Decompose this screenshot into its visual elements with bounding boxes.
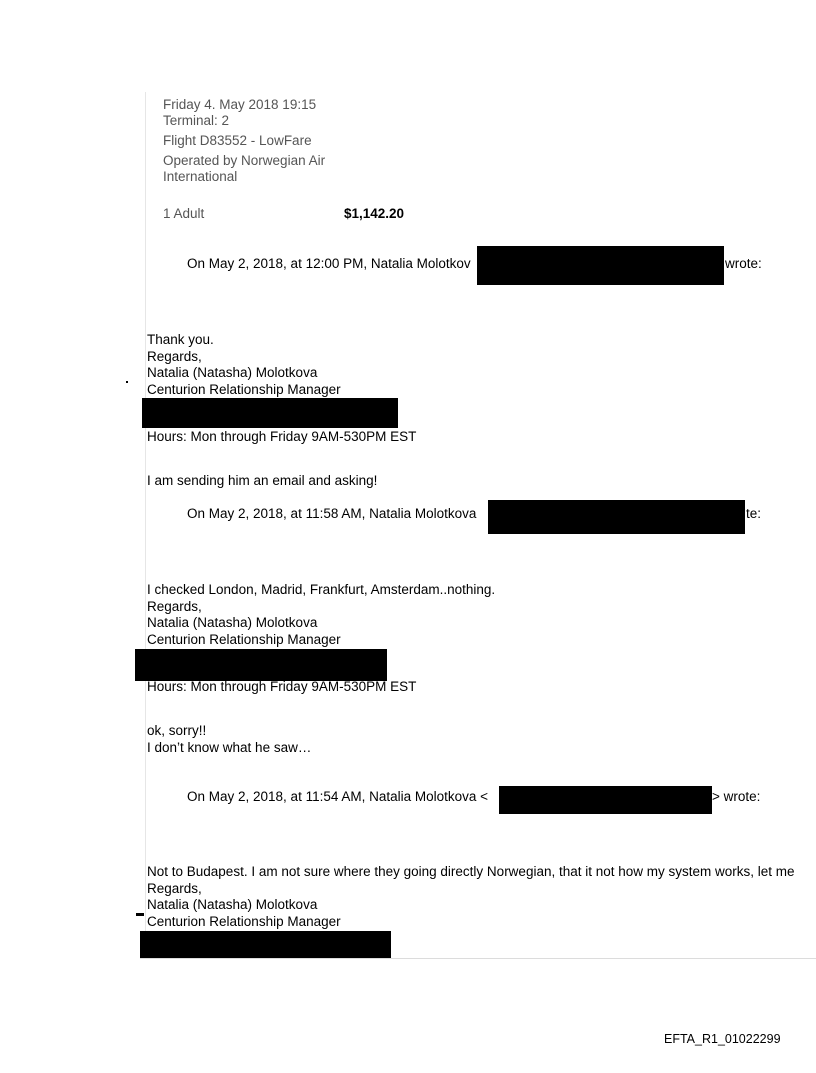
redaction-email-3 xyxy=(499,786,712,814)
message-line: Not to Budapest. I am not sure where they going directly Norwegian, that it not how my system works, let me xyxy=(147,864,795,879)
message-line: Centurion Relationship Manager xyxy=(147,631,341,647)
flight-number: Flight D83552 - LowFare xyxy=(163,133,312,148)
message-line: Regards, xyxy=(147,880,202,896)
passenger-count: 1 Adult xyxy=(163,206,205,221)
redaction-email-2 xyxy=(488,500,745,534)
flight-operator-line2: International xyxy=(163,169,238,184)
message-line: Centurion Relationship Manager xyxy=(147,381,341,397)
flight-terminal: Terminal: 2 xyxy=(163,113,230,128)
stray-mark xyxy=(126,381,128,383)
flight-price: $1,142.20 xyxy=(344,206,405,221)
quote-header-1-prefix: On May 2, 2018, at 12:00 PM, Natalia Molotkov xyxy=(187,256,471,271)
redaction-signature-1 xyxy=(142,398,398,428)
redaction-email-1 xyxy=(477,246,724,285)
redaction-signature-2 xyxy=(135,649,387,681)
message-2-body xyxy=(147,582,495,648)
stray-mark xyxy=(136,913,144,916)
quote-header-3-prefix: On May 2, 2018, at 11:54 AM, Natalia Molotkova < xyxy=(187,789,489,804)
office-hours-1: Hours: Mon through Friday 9AM-530PM EST xyxy=(147,429,417,444)
quote-header-3-suffix: > wrote: xyxy=(712,789,761,804)
message-line: Regards, xyxy=(147,598,202,614)
message-line: Natalia (Natasha) Molotkova xyxy=(147,615,318,630)
quote-header-1-suffix: wrote: xyxy=(725,256,762,271)
reply-text-2: I am sending him an email and asking! xyxy=(147,473,378,488)
reply-text-3b: I don’t know what he saw… xyxy=(147,740,312,755)
quote-header-2-suffix: te: xyxy=(746,506,762,521)
message-line: Natalia (Natasha) Molotkova xyxy=(147,897,318,912)
message-line: I checked London, Madrid, Frankfurt, Amsterdam..nothing. xyxy=(147,582,496,597)
message-line: Thank you. xyxy=(147,332,214,347)
bottom-divider xyxy=(140,958,816,959)
reply-text-3a: ok, sorry!! xyxy=(147,723,207,738)
document-id: EFTA_R1_01022299 xyxy=(664,1032,781,1046)
message-line: Natalia (Natasha) Molotkova xyxy=(147,365,318,380)
message-1-body xyxy=(147,332,341,398)
flight-datetime: Friday 4. May 2018 19:15 xyxy=(163,97,317,112)
message-line: Centurion Relationship Manager xyxy=(147,913,341,929)
message-line: Regards, xyxy=(147,348,202,364)
redaction-signature-3 xyxy=(140,931,391,958)
office-hours-2: Hours: Mon through Friday 9AM-530PM EST xyxy=(147,679,417,694)
flight-operator-line1: Operated by Norwegian Air xyxy=(163,153,326,168)
message-3-body xyxy=(147,864,795,930)
quote-rule xyxy=(145,92,146,958)
quote-header-2-prefix: On May 2, 2018, at 11:58 AM, Natalia Molotkova xyxy=(187,506,477,521)
